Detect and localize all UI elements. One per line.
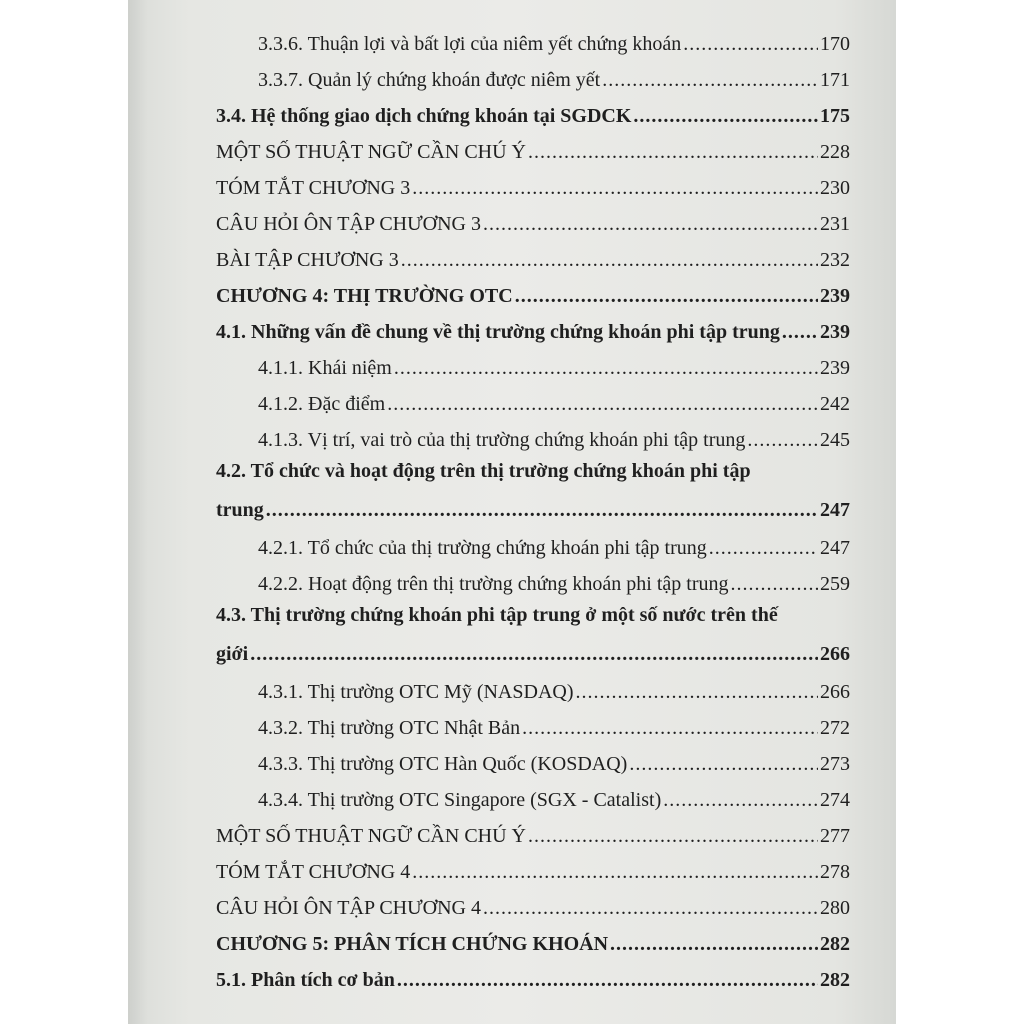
toc-entry-title: 3.3.7. Quản lý chứng khoán được niêm yết bbox=[258, 69, 601, 91]
toc-entry-title: CHƯƠNG 4: THỊ TRƯỜNG OTC bbox=[216, 285, 513, 307]
toc-dot-leader bbox=[528, 141, 818, 164]
toc-entry-title: 4.3.4. Thị trường OTC Singapore (SGX - Catalist) bbox=[258, 789, 662, 811]
toc-entry bbox=[216, 276, 850, 312]
toc-entry-title-continued: giới bbox=[216, 643, 249, 665]
toc-page-number: 245 bbox=[820, 429, 850, 451]
toc-entry bbox=[258, 744, 850, 780]
toc-dot-leader bbox=[401, 249, 818, 272]
toc-dot-leader bbox=[633, 105, 818, 128]
toc-entry-title: 4.1. Những vấn đề chung về thị trường chứng khoán phi tập trung bbox=[216, 321, 780, 343]
toc-page-number: 278 bbox=[820, 861, 850, 883]
toc-page-number: 280 bbox=[820, 897, 850, 919]
toc-entry bbox=[216, 816, 850, 852]
table-of-contents bbox=[128, 0, 896, 1024]
toc-entry bbox=[216, 852, 850, 888]
toc-dot-leader bbox=[266, 499, 818, 522]
toc-entry-title: BÀI TẬP CHƯƠNG 3 bbox=[216, 249, 399, 271]
toc-page-number: 273 bbox=[820, 753, 850, 775]
toc-entry-title: 4.2.2. Hoạt động trên thị trường chứng khoán phi tập trung bbox=[258, 573, 729, 595]
toc-entry bbox=[216, 312, 850, 348]
toc-entry-title: CÂU HỎI ÔN TẬP CHƯƠNG 3 bbox=[216, 213, 481, 235]
toc-dot-leader bbox=[412, 861, 818, 884]
toc-entry bbox=[258, 60, 850, 96]
toc-entry-title: TÓM TẮT CHƯƠNG 4 bbox=[216, 861, 411, 883]
toc-page-number: 171 bbox=[820, 69, 850, 91]
toc-page-number: 259 bbox=[820, 573, 850, 595]
toc-entry bbox=[216, 168, 850, 204]
toc-page-number: 272 bbox=[820, 717, 850, 739]
toc-page-number: 239 bbox=[820, 285, 850, 307]
toc-page-number: 274 bbox=[820, 789, 850, 811]
toc-dot-leader bbox=[663, 789, 818, 812]
toc-page-number: 247 bbox=[820, 537, 850, 559]
toc-entry-title: 4.2. Tổ chức và hoạt động trên thị trường chứng khoán phi tập bbox=[216, 460, 751, 482]
toc-page-number: 282 bbox=[820, 969, 850, 991]
toc-entry bbox=[258, 384, 850, 420]
toc-entry-title: 4.3.1. Thị trường OTC Mỹ (NASDAQ) bbox=[258, 681, 574, 703]
toc-entry bbox=[216, 204, 850, 240]
toc-entry-title: TÓM TẮT CHƯƠNG 3 bbox=[216, 177, 411, 199]
toc-page-number: 228 bbox=[820, 141, 850, 163]
toc-entry-title-continued: trung bbox=[216, 499, 264, 521]
toc-dot-leader bbox=[782, 321, 818, 344]
toc-dot-leader bbox=[397, 969, 818, 992]
toc-entry bbox=[216, 456, 850, 526]
toc-page-number: 239 bbox=[820, 357, 850, 379]
toc-entry bbox=[216, 240, 850, 276]
toc-entry bbox=[258, 528, 850, 564]
toc-dot-leader bbox=[515, 285, 818, 308]
toc-entry-title: MỘT SỐ THUẬT NGỮ CẦN CHÚ Ý bbox=[216, 825, 526, 847]
toc-dot-leader bbox=[602, 69, 818, 92]
toc-entry-title: 3.4. Hệ thống giao dịch chứng khoán tại SGDCK bbox=[216, 105, 632, 127]
toc-page-number: 170 bbox=[820, 33, 850, 55]
toc-entry-title: CÂU HỎI ÔN TẬP CHƯƠNG 4 bbox=[216, 897, 481, 919]
toc-page-number: 277 bbox=[820, 825, 850, 847]
toc-dot-leader bbox=[629, 753, 818, 776]
toc-entry bbox=[216, 960, 850, 996]
toc-entry-title: 4.1.3. Vị trí, vai trò của thị trường chứng khoán phi tập trung bbox=[258, 429, 746, 451]
toc-entry-title: 3.3.6. Thuận lợi và bất lợi của niêm yết chứng khoán bbox=[258, 33, 682, 55]
toc-dot-leader bbox=[731, 573, 818, 596]
toc-dot-leader bbox=[683, 33, 818, 56]
toc-page-number: 242 bbox=[820, 393, 850, 415]
toc-entry-title: 5.1. Phân tích cơ bản bbox=[216, 969, 395, 991]
toc-entry bbox=[258, 564, 850, 600]
toc-page-number: 266 bbox=[820, 643, 850, 665]
toc-entry-title: 4.3. Thị trường chứng khoán phi tập trung ở một số nước trên thế bbox=[216, 604, 778, 626]
toc-dot-leader bbox=[610, 933, 818, 956]
toc-entry bbox=[258, 348, 850, 384]
toc-entry-title: 4.2.1. Tổ chức của thị trường chứng khoán phi tập trung bbox=[258, 537, 707, 559]
toc-page-number: 247 bbox=[820, 499, 850, 521]
toc-dot-leader bbox=[387, 393, 818, 416]
toc-dot-leader bbox=[709, 537, 818, 560]
toc-page-number: 175 bbox=[820, 105, 850, 127]
toc-entry bbox=[216, 600, 850, 670]
toc-page-number: 239 bbox=[820, 321, 850, 343]
toc-entry-title: 4.1.1. Khái niệm bbox=[258, 357, 392, 379]
toc-entry-title: 4.1.2. Đặc điểm bbox=[258, 393, 386, 415]
toc-entry bbox=[258, 420, 850, 456]
toc-dot-leader bbox=[522, 717, 818, 740]
toc-entry bbox=[258, 24, 850, 60]
toc-entry-title: CHƯƠNG 5: PHÂN TÍCH CHỨNG KHOÁN bbox=[216, 933, 609, 955]
toc-dot-leader bbox=[747, 429, 818, 452]
toc-dot-leader bbox=[412, 177, 818, 200]
toc-page-number: 232 bbox=[820, 249, 850, 271]
toc-dot-leader bbox=[576, 681, 819, 704]
toc-page-number: 230 bbox=[820, 177, 850, 199]
toc-dot-leader bbox=[528, 825, 818, 848]
toc-page-number: 266 bbox=[820, 681, 850, 703]
toc-entry-title: MỘT SỐ THUẬT NGỮ CẦN CHÚ Ý bbox=[216, 141, 526, 163]
toc-entry bbox=[258, 780, 850, 816]
toc-entry bbox=[216, 924, 850, 960]
toc-entry bbox=[216, 96, 850, 132]
toc-dot-leader bbox=[250, 643, 818, 666]
toc-dot-leader bbox=[394, 357, 818, 380]
toc-page-number: 231 bbox=[820, 213, 850, 235]
toc-entry bbox=[216, 132, 850, 168]
toc-dot-leader bbox=[483, 897, 818, 920]
toc-page-number: 282 bbox=[820, 933, 850, 955]
toc-entry bbox=[258, 672, 850, 708]
toc-entry-title: 4.3.3. Thị trường OTC Hàn Quốc (KOSDAQ) bbox=[258, 753, 628, 775]
toc-entry bbox=[258, 708, 850, 744]
toc-entry bbox=[216, 888, 850, 924]
toc-entry-title: 4.3.2. Thị trường OTC Nhật Bản bbox=[258, 717, 521, 739]
book-page bbox=[128, 0, 896, 1024]
toc-dot-leader bbox=[483, 213, 818, 236]
